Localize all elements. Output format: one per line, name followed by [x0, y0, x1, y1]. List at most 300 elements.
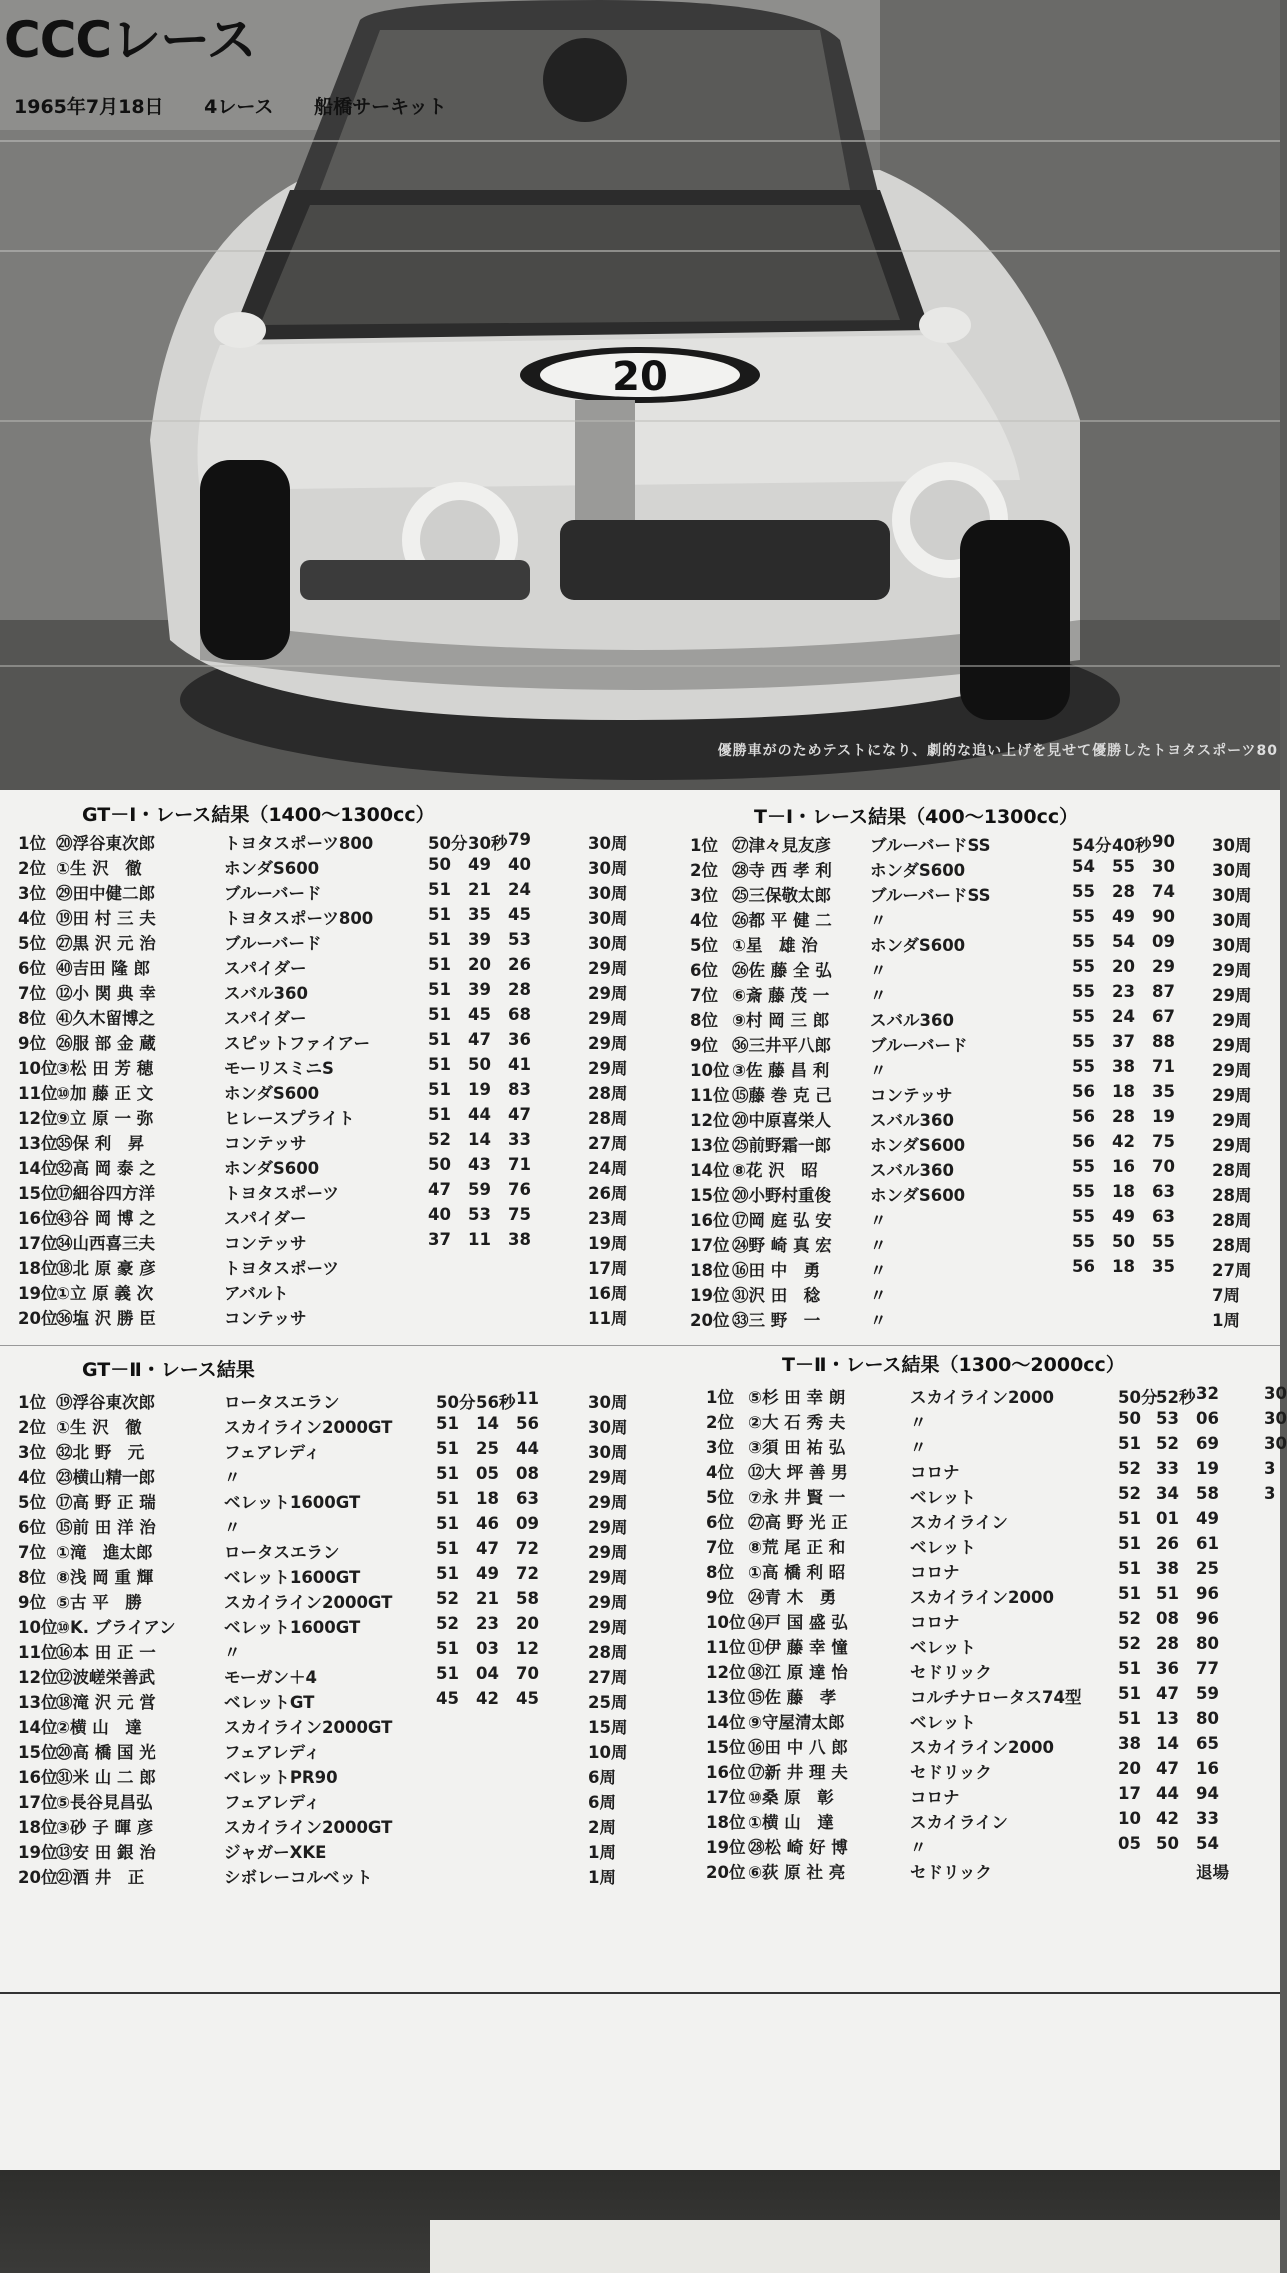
bottom-rule	[0, 1992, 1280, 1994]
car-model: セドリック	[910, 1663, 992, 1682]
car-model: セドリック	[910, 1763, 992, 1782]
position: 3位	[18, 1443, 46, 1462]
position: 18位	[706, 1813, 746, 1832]
time-seconds: 59	[468, 1180, 491, 1199]
position: 6位	[18, 959, 46, 978]
position: 12位	[690, 1111, 730, 1130]
laps-count: 30周	[588, 1418, 628, 1437]
time-minutes: 50	[428, 1155, 451, 1174]
laps-count: 29周	[588, 1543, 628, 1562]
driver-name: ㉙田中健二郎	[56, 884, 155, 903]
event-subtitle	[14, 92, 481, 119]
position: 15位	[18, 1743, 58, 1762]
car-model: ベレット	[910, 1488, 976, 1507]
time-fraction: 63	[1152, 1207, 1175, 1226]
position: 19位	[18, 1843, 58, 1862]
laps-count: 29周	[588, 1059, 628, 1078]
position: 8位	[18, 1568, 46, 1587]
position: 16位	[690, 1211, 730, 1230]
time-seconds: 18	[476, 1489, 499, 1508]
position: 17位	[18, 1793, 58, 1812]
gt2-title: GT－Ⅱ・レース結果	[82, 1359, 255, 1381]
time-seconds: 24	[1112, 1007, 1135, 1026]
driver-name: ⑪伊 藤 幸 憧	[748, 1638, 848, 1657]
laps-count: 28周	[1212, 1186, 1252, 1205]
time-seconds: 03	[476, 1639, 499, 1658]
car-model: 〃	[870, 1211, 887, 1230]
time-fraction: 71	[1152, 1057, 1175, 1076]
time-minutes: 56	[1072, 1082, 1095, 1101]
car-model: コンテッサ	[224, 1134, 307, 1153]
time-fraction: 65	[1196, 1734, 1219, 1753]
time-seconds: 20	[468, 955, 491, 974]
driver-name: ⑧浅 岡 重 輝	[56, 1568, 154, 1587]
position: 9位	[18, 1034, 46, 1053]
time-seconds: 42	[476, 1689, 499, 1708]
position: 14位	[18, 1159, 58, 1178]
time-minutes: 52	[1118, 1609, 1141, 1628]
car-model: スパイダー	[224, 1009, 307, 1028]
position: 13位	[706, 1688, 746, 1707]
position: 7位	[18, 984, 46, 1003]
time-minutes: 50分	[1118, 1388, 1158, 1407]
car-model: 〃	[224, 1518, 241, 1537]
time-fraction: 28	[508, 980, 531, 999]
time-minutes: 55	[1072, 1032, 1095, 1051]
time-minutes: 17	[1118, 1784, 1141, 1803]
position: 16位	[18, 1209, 58, 1228]
car-model: ブルーバード	[224, 934, 322, 953]
laps-count: 29周	[588, 1468, 628, 1487]
laps-count: 29周	[588, 1009, 628, 1028]
laps-count: 30	[1264, 1434, 1287, 1453]
position: 5位	[18, 1493, 46, 1512]
position: 20位	[18, 1868, 58, 1887]
time-fraction: 72	[516, 1539, 539, 1558]
position: 4位	[706, 1463, 734, 1482]
event-venue: 船橋サーキット	[314, 96, 447, 118]
laps-count: 24周	[588, 1159, 628, 1178]
time-seconds: 38	[1112, 1057, 1135, 1076]
position: 3位	[18, 884, 46, 903]
car-model: ホンダS600	[870, 1136, 966, 1155]
position: 18位	[18, 1259, 58, 1278]
laps-count: 7周	[1212, 1286, 1240, 1305]
laps-count: 1周	[1212, 1311, 1240, 1330]
car-model: フェアレディ	[224, 1793, 321, 1812]
paper-edge	[430, 2220, 1280, 2273]
position: 5位	[706, 1488, 734, 1507]
driver-name: ㉗黒 沢 元 治	[56, 934, 156, 953]
laps-count: 3	[1264, 1484, 1276, 1503]
time-seconds: 53	[468, 1205, 491, 1224]
car-model: スバル360	[224, 984, 308, 1003]
laps-count: 10周	[588, 1743, 628, 1762]
time-seconds: 25	[476, 1439, 499, 1458]
time-fraction: 68	[508, 1005, 531, 1024]
time-seconds: 14	[468, 1130, 491, 1149]
position: 1位	[690, 836, 718, 855]
driver-name: ㉘松 崎 好 博	[748, 1838, 848, 1857]
time-fraction: 12	[516, 1639, 539, 1658]
car-model: ベレットPR90	[224, 1768, 338, 1787]
driver-name: ⑮藤 巻 克 己	[732, 1086, 832, 1105]
time-seconds: 56秒	[476, 1393, 516, 1412]
car-model: スカイライン2000	[910, 1588, 1054, 1607]
time-seconds: 47	[468, 1030, 491, 1049]
laps-count: 28周	[1212, 1236, 1252, 1255]
time-minutes: 52	[428, 1130, 451, 1149]
driver-name: ⑱滝 沢 元 営	[56, 1693, 156, 1712]
position: 10位	[18, 1059, 58, 1078]
time-fraction: 16	[1196, 1759, 1219, 1778]
time-seconds: 21	[476, 1589, 499, 1608]
car-model: ホンダS600	[870, 1186, 966, 1205]
driver-name: ㊱塩 沢 勝 臣	[56, 1309, 156, 1328]
time-minutes: 51	[1118, 1534, 1141, 1553]
time-fraction: 26	[508, 955, 531, 974]
time-seconds: 38	[1156, 1559, 1179, 1578]
car-model: スカイライン2000	[910, 1738, 1054, 1757]
car-model: コンテッサ	[224, 1309, 307, 1328]
car-model: スバル360	[870, 1011, 954, 1030]
laps-count: 30周	[588, 834, 628, 853]
laps-count: 30周	[1212, 836, 1252, 855]
position: 1位	[706, 1388, 734, 1407]
time-fraction: 94	[1196, 1784, 1219, 1803]
time-minutes: 51	[428, 930, 451, 949]
driver-name: ㉖服 部 金 蔵	[56, 1034, 156, 1053]
t1-title: T－Ⅰ・レース結果（400～1300cc）	[754, 806, 1079, 828]
car-model: ロータスエラン	[224, 1543, 340, 1562]
laps-count: 30周	[1212, 886, 1252, 905]
position: 10位	[706, 1613, 746, 1632]
driver-name: ㉔野 崎 真 宏	[732, 1236, 832, 1255]
time-minutes: 51	[436, 1439, 459, 1458]
time-seconds: 11	[468, 1230, 491, 1249]
time-seconds: 50	[1156, 1834, 1179, 1853]
time-seconds: 28	[1112, 1107, 1135, 1126]
time-fraction: 79	[508, 830, 531, 849]
time-minutes: 37	[428, 1230, 451, 1249]
driver-name: ⑥斎 藤 茂 一	[732, 986, 830, 1005]
position: 16位	[18, 1768, 58, 1787]
laps-count: 29周	[1212, 1111, 1252, 1130]
time-seconds: 40秒	[1112, 836, 1152, 855]
time-seconds: 44	[1156, 1784, 1179, 1803]
position: 11位	[18, 1084, 58, 1103]
car-model: 〃	[870, 1061, 887, 1080]
position: 17位	[18, 1234, 58, 1253]
laps-count: 1周	[588, 1868, 616, 1887]
time-seconds: 28	[1112, 882, 1135, 901]
position: 10位	[18, 1618, 58, 1637]
position: 12位	[706, 1663, 746, 1682]
driver-name: ⑫小 関 典 幸	[56, 984, 156, 1003]
time-seconds: 20	[1112, 957, 1135, 976]
time-seconds: 49	[1112, 1207, 1135, 1226]
time-minutes: 51	[1118, 1709, 1141, 1728]
car-model: トヨタスポーツ800	[224, 909, 374, 928]
car-model: トヨタスポーツ	[224, 1184, 339, 1203]
time-minutes: 54	[1072, 857, 1095, 876]
position: 2位	[706, 1413, 734, 1432]
driver-name: ⑯本 田 正 一	[56, 1643, 156, 1662]
driver-name: ⑰細谷四方洋	[56, 1184, 155, 1203]
car-model: 〃	[870, 986, 887, 1005]
laps-count: 29周	[1212, 986, 1252, 1005]
car-model: コロナ	[910, 1788, 960, 1807]
position: 9位	[706, 1588, 734, 1607]
time-fraction: 70	[516, 1664, 539, 1683]
car-model: 〃	[870, 911, 887, 930]
time-seconds: 49	[476, 1564, 499, 1583]
position: 19位	[706, 1838, 746, 1857]
car-model: 〃	[910, 1838, 927, 1857]
time-fraction: 58	[1196, 1484, 1219, 1503]
car-model: モーリスミニS	[224, 1059, 334, 1078]
driver-name: ⑮佐 藤 孝	[748, 1688, 837, 1707]
time-minutes: 52	[1118, 1484, 1141, 1503]
time-minutes: 51	[428, 980, 451, 999]
time-fraction: 70	[1152, 1157, 1175, 1176]
position: 14位	[18, 1718, 58, 1737]
driver-name: ⑭戸 国 盛 弘	[748, 1613, 848, 1632]
time-seconds: 43	[468, 1155, 491, 1174]
time-seconds: 28	[1156, 1634, 1179, 1653]
car-model: 〃	[224, 1643, 241, 1662]
driver-name: ㊱三井平八郎	[732, 1036, 831, 1055]
position: 2位	[18, 859, 46, 878]
time-minutes: 52	[1118, 1634, 1141, 1653]
driver-name: ⑳高 橋 国 光	[56, 1743, 156, 1762]
time-minutes: 51	[436, 1464, 459, 1483]
position: 6位	[706, 1513, 734, 1532]
time-fraction: 36	[508, 1030, 531, 1049]
driver-name: ㉕前野霜一郎	[732, 1136, 831, 1155]
position: 1位	[18, 834, 46, 853]
driver-name: ②横 山 達	[56, 1718, 142, 1737]
time-minutes: 51	[436, 1639, 459, 1658]
time-fraction: 29	[1152, 957, 1175, 976]
time-fraction: 61	[1196, 1534, 1219, 1553]
car-model: ベレット	[910, 1638, 976, 1657]
time-minutes: 51	[1118, 1584, 1141, 1603]
time-fraction: 49	[1196, 1509, 1219, 1528]
time-fraction: 63	[1152, 1182, 1175, 1201]
time-fraction: 72	[516, 1564, 539, 1583]
time-fraction: 09	[1152, 932, 1175, 951]
time-minutes: 51	[436, 1564, 459, 1583]
position: 11位	[18, 1643, 58, 1662]
laps-count: 30周	[588, 859, 628, 878]
time-seconds: 52	[1156, 1434, 1179, 1453]
time-minutes: 05	[1118, 1834, 1141, 1853]
laps-count: 16周	[588, 1284, 628, 1303]
laps-count: 30周	[1212, 861, 1252, 880]
laps-count: 30周	[1212, 911, 1252, 930]
car-model: スカイライン2000	[910, 1388, 1054, 1407]
position: 3位	[706, 1438, 734, 1457]
time-fraction: 96	[1196, 1609, 1219, 1628]
time-minutes: 55	[1072, 1207, 1095, 1226]
time-fraction: 76	[508, 1180, 531, 1199]
laps-count: 29周	[1212, 1011, 1252, 1030]
laps-count: 30周	[1212, 936, 1252, 955]
time-minutes: 52	[436, 1614, 459, 1633]
time-fraction: 44	[516, 1439, 539, 1458]
time-minutes: 55	[1072, 932, 1095, 951]
time-fraction: 35	[1152, 1082, 1175, 1101]
driver-name: ⑮前 田 洋 治	[56, 1518, 156, 1537]
car-model: 〃	[910, 1413, 927, 1432]
time-fraction: 33	[1196, 1809, 1219, 1828]
time-fraction: 56	[516, 1414, 539, 1433]
time-fraction: 退場	[1196, 1863, 1229, 1882]
time-seconds: 49	[468, 855, 491, 874]
time-seconds: 05	[476, 1464, 499, 1483]
laps-count: 1周	[588, 1843, 616, 1862]
time-minutes: 51	[1118, 1509, 1141, 1528]
laps-count: 28周	[588, 1109, 628, 1128]
time-minutes: 51	[1118, 1659, 1141, 1678]
time-seconds: 13	[1156, 1709, 1179, 1728]
driver-name: ③砂 子 暉 彦	[56, 1818, 154, 1837]
position: 13位	[690, 1136, 730, 1155]
race-photo	[0, 0, 1280, 790]
time-fraction: 06	[1196, 1409, 1219, 1428]
driver-name: ㉟保 利 昇	[56, 1134, 145, 1153]
car-model: ホンダS600	[224, 1159, 320, 1178]
time-fraction: 19	[1152, 1107, 1175, 1126]
time-seconds: 54	[1112, 932, 1135, 951]
time-fraction: 96	[1196, 1584, 1219, 1603]
time-minutes: 45	[436, 1689, 459, 1708]
position: 16位	[706, 1763, 746, 1782]
time-fraction: 69	[1196, 1434, 1219, 1453]
laps-count: 29周	[588, 1568, 628, 1587]
time-seconds: 37	[1112, 1032, 1135, 1051]
time-fraction: 87	[1152, 982, 1175, 1001]
position: 4位	[18, 1468, 46, 1487]
time-fraction: 19	[1196, 1459, 1219, 1478]
car-model: ホンダS600	[870, 936, 966, 955]
photo-caption: 優勝車がのためテストになり、劇的な追い上げを見せて優勝したトヨタスポーツ80	[717, 743, 1278, 759]
time-minutes: 51	[436, 1514, 459, 1533]
gt1-title: GT－Ⅰ・レース結果（1400～1300cc）	[82, 804, 435, 826]
driver-name: ⑯田 中 勇	[732, 1261, 821, 1280]
laps-count: 2周	[588, 1818, 616, 1837]
driver-name: ⑫波嵯栄善武	[56, 1668, 155, 1687]
position: 13位	[18, 1134, 58, 1153]
position: 20位	[690, 1311, 730, 1330]
position: 9位	[690, 1036, 718, 1055]
position: 7位	[690, 986, 718, 1005]
time-fraction: 75	[1152, 1132, 1175, 1151]
time-minutes: 50	[428, 855, 451, 874]
driver-name: ⑤古 平 勝	[56, 1593, 142, 1612]
time-seconds: 55	[1112, 857, 1135, 876]
time-fraction: 71	[508, 1155, 531, 1174]
car-model: スカイライン2000GT	[224, 1593, 393, 1612]
driver-name: ③松 田 芳 穂	[56, 1059, 154, 1078]
time-seconds: 14	[1156, 1734, 1179, 1753]
time-minutes: 51	[428, 1080, 451, 1099]
laps-count: 29周	[588, 1618, 628, 1637]
time-fraction: 88	[1152, 1032, 1175, 1051]
position: 19位	[18, 1284, 58, 1303]
time-fraction: 58	[516, 1589, 539, 1608]
time-fraction: 54	[1196, 1834, 1219, 1853]
car-model: 〃	[870, 1286, 887, 1305]
car-model: ブルーバードSS	[870, 836, 991, 855]
driver-name: ㉞山西喜三夫	[56, 1234, 155, 1253]
driver-name: ⑧花 沢 昭	[732, 1161, 818, 1180]
time-fraction: 90	[1152, 832, 1175, 851]
driver-name: ①生 沢 徹	[56, 1418, 142, 1437]
driver-name: ⑫大 坪 善 男	[748, 1463, 848, 1482]
time-seconds: 42	[1156, 1809, 1179, 1828]
car-model: ジャガーXKE	[224, 1843, 327, 1862]
driver-name: ⑳小野村重俊	[732, 1186, 831, 1205]
driver-name: ⑨村 岡 三 郎	[732, 1011, 830, 1030]
driver-name: ㉔青 木 勇	[748, 1588, 837, 1607]
time-minutes: 55	[1072, 1057, 1095, 1076]
time-minutes: 55	[1072, 1157, 1095, 1176]
laps-count: 29周	[1212, 1086, 1252, 1105]
time-minutes: 38	[1118, 1734, 1141, 1753]
driver-name: ⑥荻 原 社 亮	[748, 1863, 846, 1882]
laps-count: 30周	[588, 1393, 628, 1412]
time-seconds: 39	[468, 930, 491, 949]
time-seconds: 46	[476, 1514, 499, 1533]
time-seconds: 18	[1112, 1257, 1135, 1276]
car-model: スパイダー	[224, 1209, 307, 1228]
time-minutes: 52	[436, 1589, 459, 1608]
time-minutes: 51	[428, 905, 451, 924]
position: 12位	[18, 1668, 58, 1687]
car-model: 〃	[870, 1261, 887, 1280]
time-minutes: 51	[436, 1414, 459, 1433]
position: 7位	[706, 1538, 734, 1557]
time-fraction: 77	[1196, 1659, 1219, 1678]
driver-name: ㉘寺 西 孝 利	[732, 861, 832, 880]
time-fraction: 38	[508, 1230, 531, 1249]
time-seconds: 33	[1156, 1459, 1179, 1478]
car-model: ブルーバード	[870, 1036, 968, 1055]
driver-name: ㊸谷 岡 博 之	[56, 1209, 156, 1228]
car-model: フェアレディ	[224, 1743, 321, 1762]
time-minutes: 51	[428, 1105, 451, 1124]
car-model: コロナ	[910, 1463, 960, 1482]
position: 17位	[706, 1788, 746, 1807]
driver-name: ㉖佐 藤 全 弘	[732, 961, 832, 980]
time-fraction: 47	[508, 1105, 531, 1124]
time-seconds: 16	[1112, 1157, 1135, 1176]
time-fraction: 30	[1152, 857, 1175, 876]
position: 5位	[690, 936, 718, 955]
car-model: ベレット1600GT	[224, 1493, 361, 1512]
position: 10位	[690, 1061, 730, 1080]
time-minutes: 51	[436, 1489, 459, 1508]
time-fraction: 09	[516, 1514, 539, 1533]
time-minutes: 51	[436, 1664, 459, 1683]
laps-count: 29周	[588, 1034, 628, 1053]
car-model: フェアレディ	[224, 1443, 321, 1462]
time-fraction: 45	[516, 1689, 539, 1708]
car-model: スカイライン	[910, 1813, 1009, 1832]
car-model: スバル360	[870, 1161, 954, 1180]
